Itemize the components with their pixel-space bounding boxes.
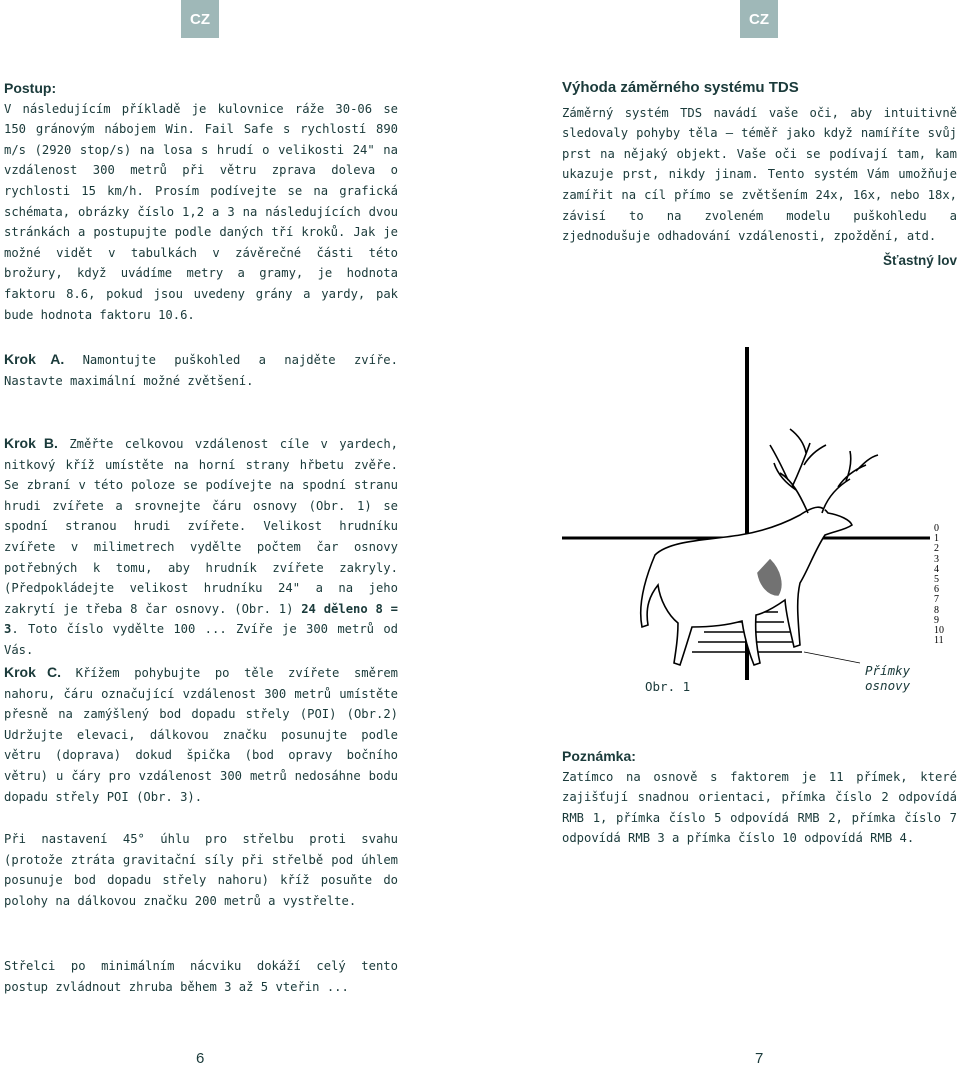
angle-note: [4, 829, 398, 911]
krok-c-text: Křížem pohybujte po těle zvířete směrem nahoru, čáru označující vzdálenost 300 metrů umístěte přesně na zamýšlený bod dopadu střely (POI) (Obr.2) Udržujte elevaci, dálkovou značku posunujte podle větru (doprava) dokud špička (bod opravy bočního větru) u čáry pro vzdálenost 300 metrů nedosáhne bodu dopadu střely POI (Obr. 3).: [4, 666, 398, 804]
scale-number: 7: [934, 594, 939, 606]
krok-a-text: Namontujte puškohled a najděte zvíře. Nastavte maximální možné zvětšení.: [4, 353, 398, 388]
language-badge-right: CZ: [740, 0, 778, 38]
krok-b-text1: Změřte celkovou vzdálenost cíle v yardech, nitkový kříž umístěte na horní strany hřbetu zvěře. Se zbraní v této poloze se podívejte na spodní stranu hrudi zvířete a srovnejte čáru osnovy (Obr. 1) se spodní stranou hrudi zvířete. Velikost hrudníku zvířete v milimetrech vydělte počtem čar osnovy potřebných k tomu, aby hrudník zvířete zakryly. (Předpokládejte velikost hrudníku 24" a na jeho zakrytí je třeba 8 čar osnovy. (Obr. 1): [4, 437, 398, 616]
krok-b-section: [4, 433, 398, 661]
poznamka-text: Zatímco na osnově s faktorem je 11 přímek, které zajišťují snadnou orientaci, přímka číslo 2 odpovídá RMB 1, přímka číslo 5 odpovídá RMB 2, přímka číslo 7 odpovídá RMB 3 a přímka číslo 10 odpovídá RMB 4.: [562, 769, 957, 846]
scale-number: 6: [934, 584, 939, 596]
krok-b-label: Krok B.: [4, 435, 58, 451]
scale-number: 5: [934, 574, 939, 586]
vyhoda-signoff: Šťastný lov: [883, 252, 957, 268]
krok-b-text2: . Toto číslo vydělte 100 ... Zvíře je 300 metrů od Vás.: [4, 622, 398, 657]
elk-illustration: [641, 429, 878, 665]
krok-c-section: [4, 662, 398, 807]
vyhoda-text: Záměrný systém TDS navádí vaše oči, aby intuitivně sledovaly pohyby těla – téměř jako když namíříte svůj prst na nějaký objekt. Vaše oči se podívají tam, kam ukazuje prst, nikdy jinam. Tento systém Vám umožňuje zamířit na cíl přímo se zvětšením 24x, 16x, nebo 18x, závisí to na zvoleném modelu puškohledu a zjednodušuje odhadování vzdálenosti, zpoždění, atd.: [562, 105, 957, 244]
reticle-figure: [560, 345, 932, 705]
stadia-scale: [934, 524, 944, 646]
closing-section: [4, 956, 398, 997]
krok-a-label: Krok A.: [4, 351, 65, 367]
poznamka-section: [562, 746, 957, 849]
scale-number: 2: [934, 543, 939, 555]
scale-number: 11: [934, 635, 944, 647]
scale-number: 8: [934, 604, 939, 616]
scale-number: 10: [934, 625, 944, 637]
lines-label: Přímky osnovy: [865, 663, 911, 693]
postup-text: V následujícím příkladě je kulovnice ráže 30-06 se 150 gránovým nábojem Win. Fail Safe s rychlostí 890 m/s (2920 stop/s) na losa s hrudí o velikosti 24" na vzdálenost 300 metrů při větru zprava doleva o rychlosti 15 km/h. Prosím podívejte se na grafická schémata, obrázky číslo 1,2 a 3 na následujících dvou stránkách a postupujte podle daných tří kroků. Jak je možné vidět v tabulkách v závěrečné části této brožury, když uvádíme metry a gramy, je hodnota faktoru 8.6, pokud jsou uvedeny grány a yardy, pak bude hodnota faktoru 10.6.: [4, 101, 398, 322]
closing-text: Střelci po minimálním nácviku dokáží celý tento postup zvládnout zhruba během 3 až 5 vteřin ...: [4, 959, 398, 994]
scale-number: 0: [934, 523, 939, 534]
language-badge-left: CZ: [181, 0, 219, 38]
krok-c-label: Krok C.: [4, 664, 62, 680]
scale-number: 1: [934, 533, 939, 545]
figure-caption: Obr. 1: [645, 679, 691, 694]
scale-number: 9: [934, 614, 939, 626]
vyhoda-section: [562, 78, 957, 271]
krok-a-section: [4, 349, 398, 391]
angle-note-text: Při nastavení 45° úhlu pro střelbu proti svahu (protože ztráta gravitační síly při střelbě pod úhlem posunuje bod dopadu střely nahoru) kříž posuňte do polohy na dálkovou značku 200 metrů a vystřelte.: [4, 832, 398, 908]
scale-number: 3: [934, 553, 939, 565]
vyhoda-title: Výhoda záměrného systému TDS: [562, 79, 799, 96]
page-number-left: 6: [196, 1050, 205, 1067]
scale-number: 4: [934, 563, 939, 575]
postup-title: Postup:: [4, 80, 57, 96]
poznamka-title: Poznámka:: [562, 748, 636, 764]
postup-section: [4, 78, 398, 325]
krok-b-bold: 24 děleno 8 = 3: [4, 601, 398, 637]
page-number-right: 7: [755, 1050, 764, 1067]
